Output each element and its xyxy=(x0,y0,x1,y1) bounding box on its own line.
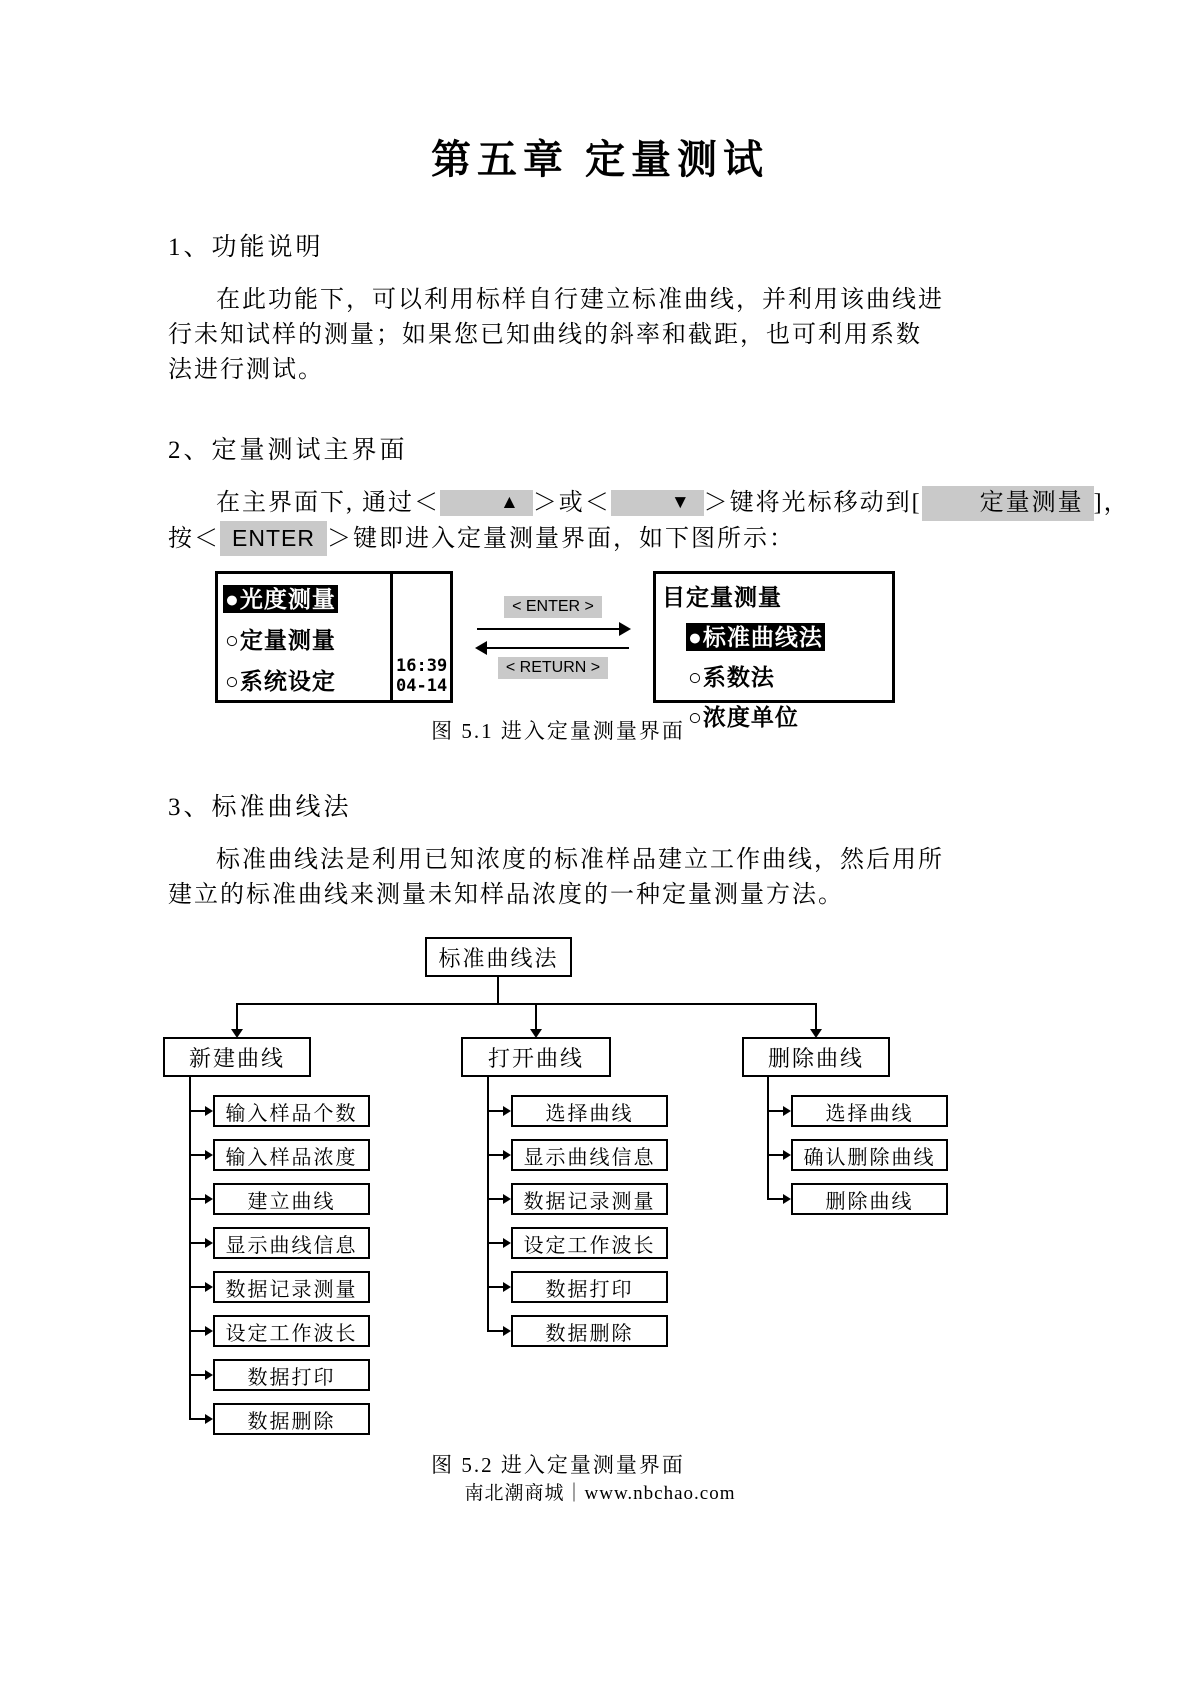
radio-unselected-icon: ○ xyxy=(688,664,703,690)
screen-title-text: 定量测量 xyxy=(686,584,782,610)
flowchart-root: 标准曲线法 xyxy=(425,937,572,977)
page-title: 第五章 定量测试 xyxy=(431,137,769,182)
screen-title xyxy=(662,579,886,612)
flowchart-node: 确认删除曲线 xyxy=(791,1139,948,1171)
flowchart-node: 数据记录测量 xyxy=(213,1271,370,1303)
flowchart-node: 设定工作波长 xyxy=(511,1227,668,1259)
radio-selected-icon: ● xyxy=(688,624,703,650)
menu-item-coefficient-method xyxy=(686,659,886,692)
arrow-up-key-icon: ▲ xyxy=(440,490,533,516)
menu-item-label: 系数法 xyxy=(702,664,775,690)
text-run: 按＜ xyxy=(168,526,220,552)
flowchart-branch-open-curve: 打开曲线 xyxy=(461,1037,611,1077)
arrow-right-icon xyxy=(477,628,629,630)
flowchart-node: 建立曲线 xyxy=(213,1183,370,1215)
arrow-down-key-icon: ▼ xyxy=(611,490,704,516)
flowchart-node: 输入样品个数 xyxy=(213,1095,370,1127)
footer-site-name: 南北潮商城 xyxy=(464,1483,565,1504)
figure-5-1 xyxy=(123,571,987,730)
section-1-heading: 1、功能说明 xyxy=(168,234,324,261)
page-footer xyxy=(0,1478,1200,1505)
radio-selected-icon: ● xyxy=(225,586,240,612)
paragraph-line: 行未知试样的测量；如果您已知曲线的斜率和截距，也可利用系数 xyxy=(168,322,922,348)
flowchart-node: 数据删除 xyxy=(511,1315,668,1347)
clock-display xyxy=(396,656,447,696)
menu-item-label: 定量测量 xyxy=(239,627,336,653)
menu-item-standard-curve xyxy=(686,619,886,652)
paragraph-line: 在此功能下，可以利用标样自行建立标准曲线，并利用该曲线进 xyxy=(216,287,944,313)
selected-row-highlight xyxy=(686,623,825,651)
paragraph-line: 建立的标准曲线来测量未知样品浓度的一种定量测量方法。 xyxy=(168,882,844,908)
section-2-heading: 2、定量测试主界面 xyxy=(168,437,408,464)
radio-unselected-icon: ○ xyxy=(688,704,703,730)
paragraph-line: 标准曲线法是利用已知浓度的标准样品建立工作曲线，然后用所 xyxy=(216,847,944,873)
return-key-label: < RETURN > xyxy=(498,657,608,679)
menu-item-photometry xyxy=(223,581,385,614)
menu-item-label: 浓度单位 xyxy=(702,704,799,730)
flowchart-node: 选择曲线 xyxy=(511,1095,668,1127)
radio-unselected-icon: ○ xyxy=(225,627,240,653)
paragraph-line: 法进行测试。 xyxy=(168,357,324,383)
figure-5-2-caption: 图 5.2 进入定量测量界面 xyxy=(431,1453,685,1477)
flowchart-node: 选择曲线 xyxy=(791,1095,948,1127)
menu-reference-highlight: 定量测量 xyxy=(922,486,1094,521)
flowchart-node: 数据删除 xyxy=(213,1403,370,1435)
flowchart-node: 输入样品浓度 xyxy=(213,1139,370,1171)
text-run: ＞键将光标移动到[ xyxy=(703,490,922,516)
flowchart-branch-new-curve: 新建曲线 xyxy=(163,1037,311,1077)
paragraph-line xyxy=(168,486,1130,521)
transition-arrows xyxy=(467,596,639,679)
flowchart-node: 显示曲线信息 xyxy=(213,1227,370,1259)
figure-5-2-flowchart xyxy=(0,937,1200,1437)
paragraph-line xyxy=(168,521,1032,557)
flowchart-node: 删除曲线 xyxy=(791,1183,948,1215)
section-3-paragraph xyxy=(168,843,1032,913)
menu-item-label: 光度测量 xyxy=(239,586,336,612)
menu-item-label: 系统设定 xyxy=(239,668,336,694)
enter-key-label: < ENTER > xyxy=(504,596,602,618)
flowchart-branch-delete-curve: 删除曲线 xyxy=(742,1037,890,1077)
selected-row-highlight xyxy=(223,585,338,613)
flowchart-node: 数据打印 xyxy=(213,1359,370,1391)
section-3-heading: 3、标准曲线法 xyxy=(168,794,352,821)
menu-icon: 目 xyxy=(662,584,686,610)
text-run: ]， xyxy=(1093,490,1130,516)
arrow-left-icon xyxy=(477,647,629,649)
radio-unselected-icon: ○ xyxy=(225,668,240,694)
main-menu-list xyxy=(218,574,390,700)
section-2-paragraph xyxy=(168,486,1130,557)
text-run: 在主界面下, 通过＜ xyxy=(216,490,440,516)
section-1-paragraph xyxy=(168,283,1032,388)
flowchart-node: 设定工作波长 xyxy=(213,1315,370,1347)
text-run: ＞键即进入定量测量界面，如下图所示： xyxy=(326,526,795,552)
flowchart-node: 数据打印 xyxy=(511,1271,668,1303)
flowchart-node: 数据记录测量 xyxy=(511,1183,668,1215)
footer-url: www.nbchao.com xyxy=(584,1483,736,1504)
enter-key-highlight: ENTER xyxy=(220,521,327,556)
row-text xyxy=(223,667,338,695)
main-menu-screen xyxy=(215,571,453,703)
row-text xyxy=(223,626,338,654)
flowchart-node: 显示曲线信息 xyxy=(511,1139,668,1171)
text-run: ＞或＜ xyxy=(532,490,611,516)
menu-item-system-settings xyxy=(223,663,385,696)
menu-item-label: 标准曲线法 xyxy=(702,624,823,650)
quantitative-menu-screen xyxy=(653,571,895,730)
figure-5-1-caption: 图 5.1 进入定量测量界面 xyxy=(431,719,685,743)
clock-date: 04-14 xyxy=(396,676,448,696)
clock-time: 16:39 xyxy=(396,656,448,676)
footer-separator: ｜ xyxy=(564,1483,585,1504)
menu-item-quantitative xyxy=(223,622,385,655)
screen-side-panel xyxy=(390,574,450,700)
row-text xyxy=(686,663,777,691)
document-content xyxy=(0,227,1200,913)
